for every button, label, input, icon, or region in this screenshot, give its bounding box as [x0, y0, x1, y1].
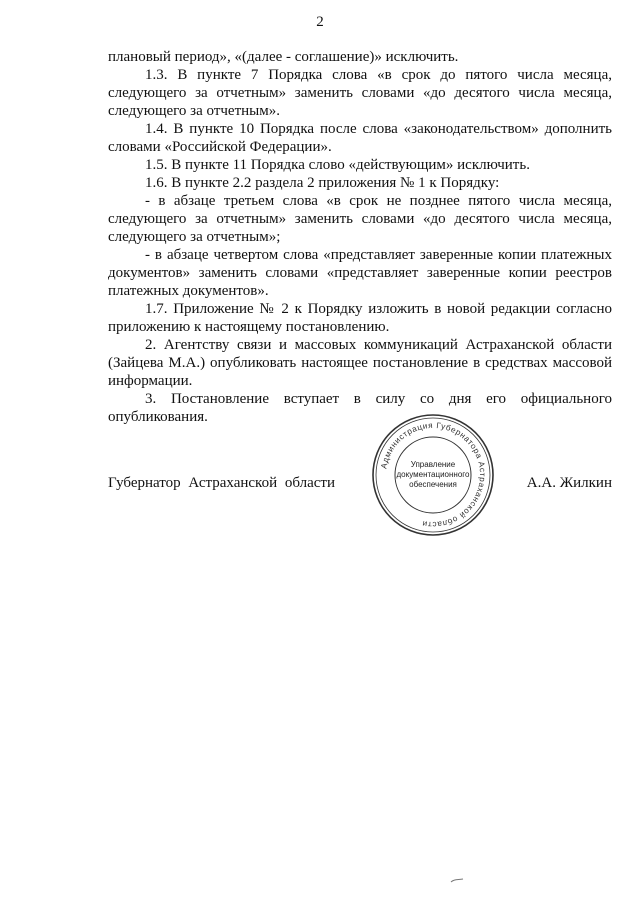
- stamp-center-line: обеспечения: [409, 480, 457, 489]
- paragraph-1-3: 1.3. В пункте 7 Порядка слова «в срок до пятого числа месяца, следующего за отчетным» заменить словами «до десятого числа месяца, следующего за отчетным».: [108, 67, 612, 119]
- ink-speck: [450, 878, 464, 884]
- paragraph-3: 3. Постановление вступает в силу со дня его официального опубликования.: [108, 391, 612, 425]
- signature-block: [108, 475, 612, 497]
- stamp-center-text: [370, 460, 496, 490]
- stamp-center-line: документационного: [396, 470, 470, 479]
- document-body: [108, 48, 612, 426]
- paragraph-1-4: 1.4. В пункте 10 Порядка после слова «законодательством» дополнить словами «Российской Федерации».: [108, 121, 612, 155]
- signatory-name: А.А. Жилкин: [526, 475, 612, 491]
- page-number: 2: [316, 14, 324, 30]
- paragraph-1-6-item-a: - в абзаце третьем слова «в срок не позднее пятого числа месяца, следующего за отчетным» заменить словами «до десятого числа месяца, следующего за отчетным»;: [108, 193, 612, 245]
- paragraph-1-5: 1.5. В пункте 11 Порядка слово «действующим» исключить.: [145, 157, 530, 173]
- signatory-title: Губернатор Астраханской области: [108, 475, 336, 491]
- official-stamp: [370, 412, 496, 538]
- paragraph-1-6: 1.6. В пункте 2.2 раздела 2 приложения № 1 к Порядку:: [145, 175, 500, 191]
- paragraph-1-6-item-b: - в абзаце четвертом слова «представляет заверенные копии платежных документов» заменить словами «представляет заверенные копии реестров платежных документов».: [108, 247, 612, 299]
- paragraph-1-7: 1.7. Приложение № 2 к Порядку изложить в новой редакции согласно приложению к настоящему постановлению.: [108, 301, 612, 335]
- stamp-ring-text: Администрация Губернатора Астраханской области: [379, 420, 488, 530]
- paragraph-continuation: плановый период», «(далее - соглашение)» исключить.: [108, 49, 459, 65]
- stamp-center-line: Управление: [410, 460, 456, 469]
- paragraph-2: 2. Агентству связи и массовых коммуникаций Астраханской области (Зайцева М.А.) опубликовать настоящее постановление в средствах массовой информации.: [108, 337, 612, 389]
